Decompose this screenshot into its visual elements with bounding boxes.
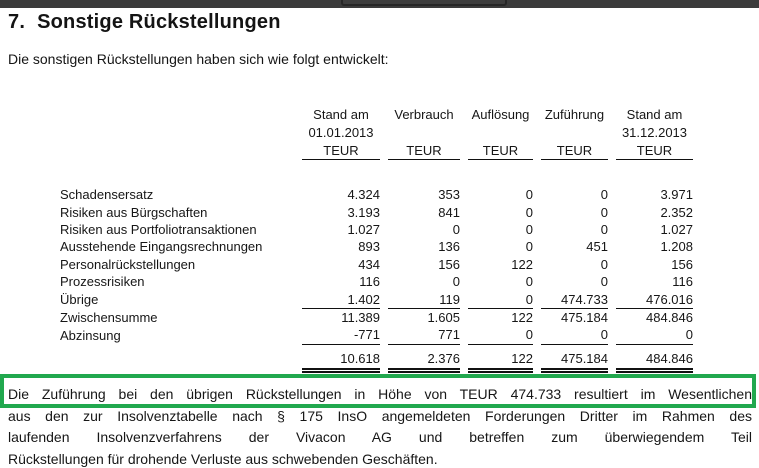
value-cell: 0 <box>616 326 693 344</box>
value-cell: 0 <box>541 326 608 344</box>
section-number: 7. <box>8 11 26 33</box>
row-label <box>60 345 294 373</box>
value-cell: 484.846 <box>616 345 693 373</box>
viewer-control-partial[interactable] <box>341 0 507 6</box>
value-cell: 771 <box>388 326 460 344</box>
column-header: Stand am <box>313 106 369 122</box>
value-cell: 0 <box>600 274 608 290</box>
row-label: Zwischensumme <box>60 309 158 325</box>
header-empty <box>60 123 294 141</box>
column-header-date <box>541 123 608 141</box>
row-label: Ausstehende Eingangsrechnungen <box>60 239 263 255</box>
footnote-paragraph <box>8 384 752 468</box>
column-header-date <box>388 123 460 141</box>
paragraph-line: Die Zuführung bei den übrigen Rückstellungen in Höhe von TEUR 474.733 resultiert im Wesentlichen <box>8 386 752 402</box>
value-cell: 476.016 <box>616 290 693 308</box>
value-cell: 475.184 <box>561 309 608 325</box>
value-cell: 434 <box>358 256 380 272</box>
value-cell: 122 <box>468 345 533 373</box>
value-cell: 10.618 <box>302 345 380 373</box>
value-cell: 1.208 <box>660 239 693 255</box>
value-cell: 0 <box>600 204 608 220</box>
value-cell: 475.184 <box>541 345 608 373</box>
table-total-row <box>60 345 693 373</box>
viewer-top-bar <box>0 0 759 8</box>
paragraph-line: aus den zur Insolvenztabelle nach § 175 InsO angemeldeten Forderungen Dritter im Rahmen des <box>8 407 752 424</box>
value-cell: 136 <box>438 239 460 255</box>
value-cell: 484.846 <box>646 309 693 325</box>
column-header: Verbrauch <box>394 106 454 122</box>
value-cell: 116 <box>359 274 380 290</box>
page-title <box>8 11 281 34</box>
value-cell: 3.193 <box>347 204 380 220</box>
value-cell: -771 <box>302 326 380 344</box>
value-cell: 1.027 <box>347 221 380 237</box>
table-row <box>60 309 693 326</box>
row-label: Schadensersatz <box>60 187 154 203</box>
unit-label: TEUR <box>541 141 608 160</box>
value-cell: 1.027 <box>660 221 693 237</box>
row-label: Übrige <box>60 292 99 308</box>
value-cell: 0 <box>600 256 608 272</box>
table-row <box>60 273 693 290</box>
value-cell: 0 <box>452 221 460 237</box>
paragraph-line: laufenden Insolvenzverfahrens der Vivacon AG und betreffen zum überwiegendem Teil <box>8 429 752 446</box>
header-empty <box>60 105 294 123</box>
unit-label: TEUR <box>302 141 380 160</box>
column-header-date: 01.01.2013 <box>308 124 374 140</box>
provisions-table <box>52 105 701 373</box>
value-cell: 156 <box>438 256 460 272</box>
value-cell: 0 <box>525 221 533 237</box>
column-header: Zuführung <box>544 106 605 122</box>
table-row <box>60 203 693 220</box>
table-row <box>60 256 693 273</box>
value-cell: 893 <box>358 239 380 255</box>
column-header-date <box>468 123 533 141</box>
row-label: Risiken aus Portfoliotransaktionen <box>60 221 257 237</box>
value-cell: 156 <box>671 256 693 272</box>
value-cell: 0 <box>468 326 533 344</box>
value-cell: 3.971 <box>660 187 693 203</box>
value-cell: 353 <box>438 187 460 203</box>
value-cell: 11.389 <box>341 309 380 325</box>
row-label: Personalrückstellungen <box>60 256 196 272</box>
header-row-2 <box>60 123 693 141</box>
header-empty <box>60 141 294 160</box>
section-title-text: Sonstige Rückstellungen <box>37 11 281 33</box>
value-cell: 119 <box>388 290 460 308</box>
table-row <box>60 186 693 203</box>
value-cell: 122 <box>511 309 533 325</box>
intro-text: Die sonstigen Rückstellungen haben sich wie folgt entwickelt: <box>8 51 389 67</box>
value-cell: 0 <box>525 239 533 255</box>
unit-label: TEUR <box>616 141 693 160</box>
value-cell: 0 <box>600 187 608 203</box>
value-cell: 0 <box>600 221 608 237</box>
value-cell: 451 <box>586 239 608 255</box>
unit-label: TEUR <box>468 141 533 160</box>
value-cell: 116 <box>672 274 693 290</box>
unit-label: TEUR <box>388 141 460 160</box>
column-header: Auflösung <box>471 106 530 122</box>
value-cell: 474.733 <box>541 290 608 308</box>
value-cell: 2.352 <box>660 204 693 220</box>
header-row-1 <box>60 105 693 123</box>
value-cell: 0 <box>468 290 533 308</box>
column-header: Stand am <box>626 106 683 122</box>
value-cell: 1.402 <box>302 290 380 308</box>
table-row <box>60 221 693 238</box>
value-cell: 0 <box>525 204 533 220</box>
paragraph-line: Rückstellungen für drohende Verluste aus schwebenden Geschäften. <box>8 450 438 467</box>
value-cell: 122 <box>511 256 533 272</box>
value-cell: 841 <box>438 204 460 220</box>
table-row <box>60 238 693 255</box>
value-cell: 0 <box>452 274 460 290</box>
value-cell: 2.376 <box>388 345 460 373</box>
table-row <box>60 290 693 308</box>
provisions-table-wrap <box>52 105 701 373</box>
column-header-date: 31.12.2013 <box>621 124 688 140</box>
row-label: Risiken aus Bürgschaften <box>60 204 208 220</box>
row-label: Prozessrisiken <box>60 274 145 290</box>
table-row <box>60 326 693 344</box>
value-cell: 4.324 <box>347 187 380 203</box>
value-cell: 0 <box>525 187 533 203</box>
header-row-unit <box>60 141 693 160</box>
table-spacer <box>60 160 693 186</box>
value-cell: 0 <box>525 274 533 290</box>
row-label: Abzinsung <box>60 327 121 343</box>
value-cell: 1.605 <box>427 309 460 325</box>
